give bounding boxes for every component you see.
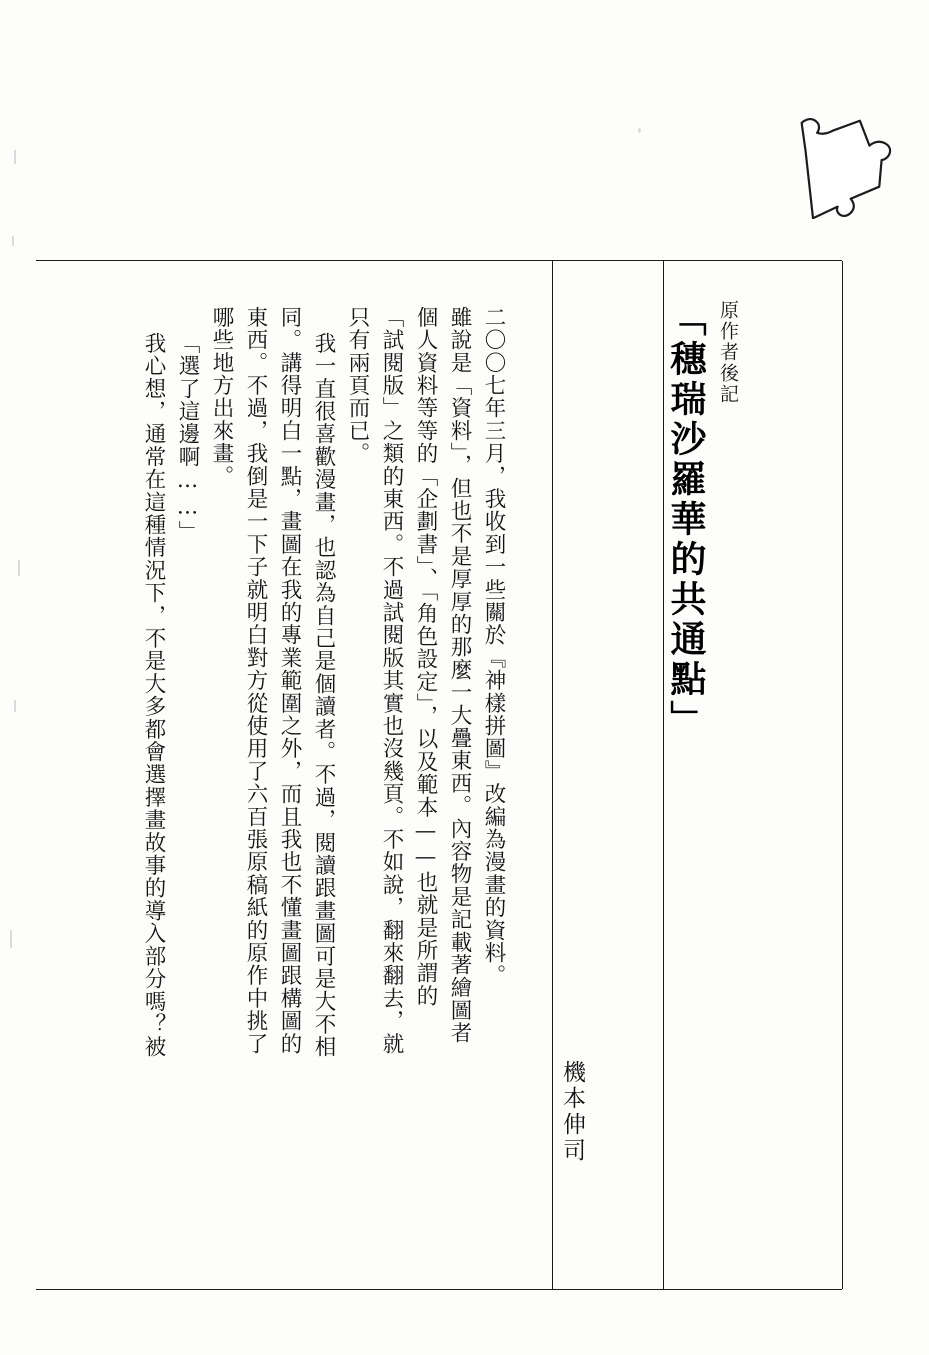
- text-column: 哪些地方出來畫。: [209, 306, 234, 488]
- page-title: 「穗瑞沙羅華的共通點」: [665, 300, 707, 740]
- puzzle-piece-icon: [786, 104, 906, 219]
- scan-speck: [14, 700, 16, 712]
- frame-vertical-rule: [552, 261, 553, 1289]
- scan-speck: [14, 150, 16, 164]
- scan-speck: [638, 128, 641, 133]
- section-kicker: 原作者後記: [717, 300, 739, 405]
- frame-vertical-rule: [842, 261, 843, 1289]
- text-column: 雖說是「資料」，但也不是厚厚的那麼一大疊東西。內容物是記載著繪圖者: [447, 306, 472, 1045]
- text-column: 我一直很喜歡漫畫，也認為自己是個讀者。不過，閱讀跟畫圖可是大不相: [311, 332, 336, 1059]
- author-name: 機本伸司: [559, 1060, 585, 1164]
- title-block: [660, 300, 737, 1260]
- text-column: 東西。不過，我倒是一下子就明白對方從使用了六百張原稿紙的原作中挑了: [243, 306, 268, 1056]
- scan-speck: [10, 930, 12, 948]
- text-column: 我心想，通常在這種情況下，不是大多都會選擇畫故事的導入部分嗎？被: [141, 332, 166, 1059]
- scan-speck: [18, 560, 20, 576]
- text-column: 個人資料等等的「企劃書」、「角色設定」，以及範本——也就是所謂的: [413, 306, 438, 1008]
- text-column: 「選了這邊啊……」: [175, 332, 200, 544]
- text-column: 「試閱版」之類的東西。不過試閱版其實也沒幾頁。不如說，翻來翻去，就: [379, 306, 404, 1056]
- body-text: [60, 306, 504, 1246]
- text-column: 二〇〇七年三月，我收到一些關於『神樣拼圖』改編為漫畫的資料。: [481, 306, 506, 987]
- text-column: 只有兩頁而已。: [345, 306, 370, 465]
- text-column: 同。講得明白一點，畫圖在我的專業範圍之外，而且我也不懂畫圖跟構圖的: [277, 306, 302, 1056]
- scan-speck: [12, 236, 14, 246]
